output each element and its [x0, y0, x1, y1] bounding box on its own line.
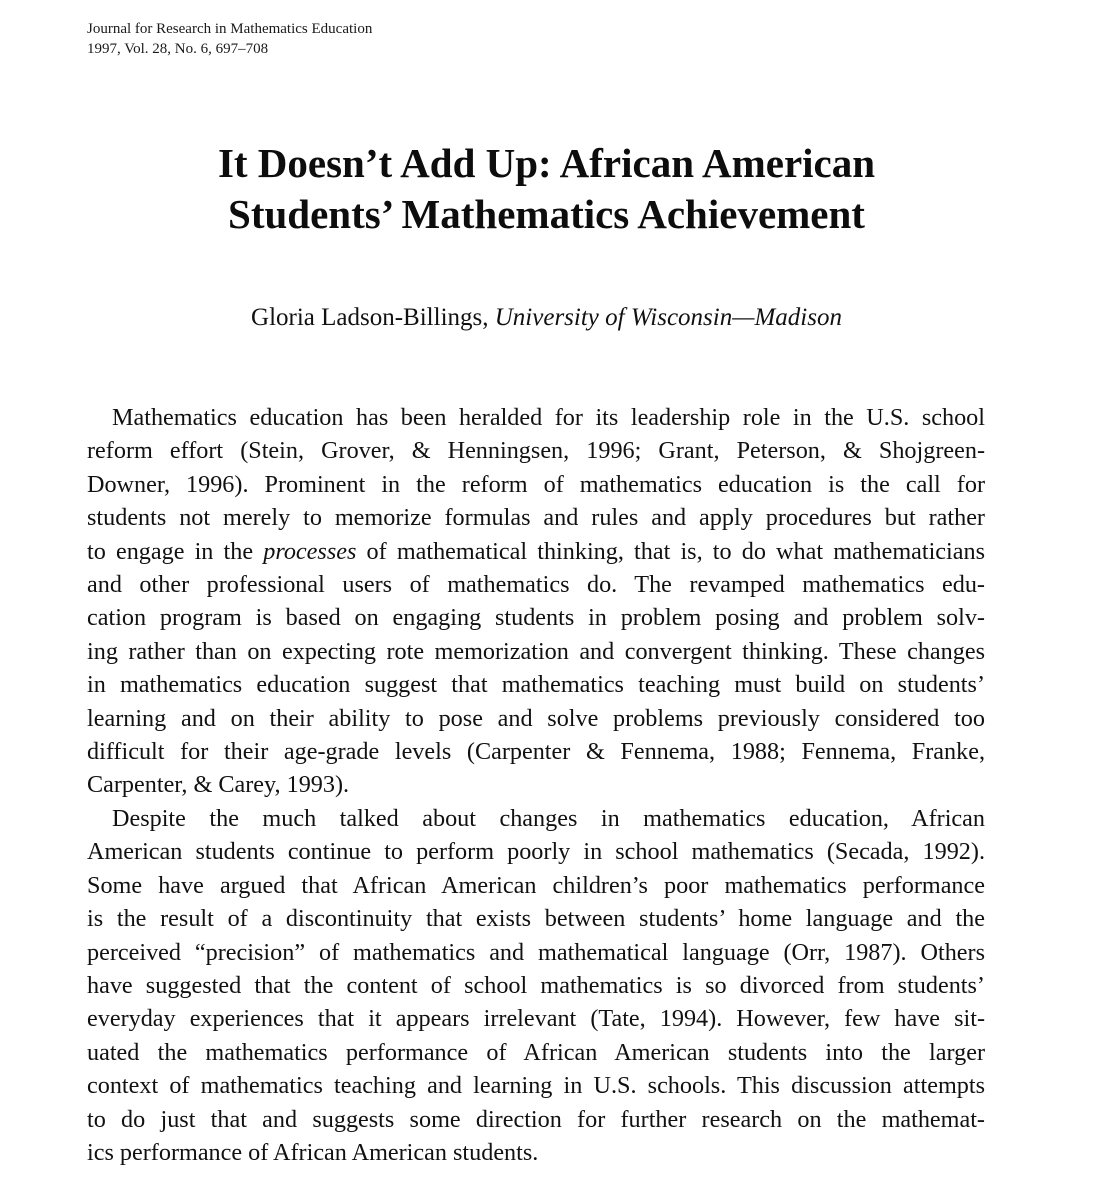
body-line: ing rather than on expecting rote memorization and convergent thinking. These changes — [87, 637, 985, 665]
body-line: Carpenter, & Carey, 1993). — [87, 771, 350, 799]
body-paragraph — [87, 802, 985, 1169]
body-line: to do just that and suggests some direction for further research on the mathemat- — [87, 1105, 985, 1133]
body-line: have suggested that the content of school mathematics is so divorced from students’ — [87, 971, 985, 999]
body-line: in mathematics education suggest that mathematics teaching must build on students’ — [87, 671, 985, 699]
body-line: ics performance of African American students. — [87, 1138, 539, 1166]
article-title — [0, 138, 1093, 240]
article-title-line-1: It Doesn’t Add Up: African American — [217, 140, 876, 186]
citation-info: 1997, Vol. 28, No. 6, 697–708 — [87, 41, 269, 57]
body-line: American students continue to perform poorly in school mathematics (Secada, 1992). — [87, 838, 985, 866]
body-line: to engage in the processes of mathematical thinking, that is, to do what mathematicians — [87, 537, 986, 565]
body-line: context of mathematics teaching and learning in U.S. schools. This discussion attempts — [87, 1072, 985, 1100]
article-body — [87, 401, 985, 1169]
emphasized-text: processes — [263, 537, 357, 565]
journal-name: Journal for Research in Mathematics Education — [87, 21, 373, 37]
body-line: students not merely to memorize formulas and rules and apply procedures but rather — [87, 504, 985, 532]
running-head — [87, 19, 372, 59]
body-line: reform effort (Stein, Grover, & Henningsen, 1996; Grant, Peterson, & Shojgreen- — [87, 437, 985, 465]
body-line: perceived “precision” of mathematics and mathematical language (Orr, 1987). Others — [87, 938, 985, 966]
body-line: Some have argued that African American children’s poor mathematics performance — [87, 871, 985, 899]
body-paragraph — [87, 401, 985, 802]
body-line: Despite the much talked about changes in mathematics education, African — [112, 804, 985, 832]
body-line: is the result of a discontinuity that exists between students’ home language and the — [87, 905, 985, 933]
body-line: Downer, 1996). Prominent in the reform of mathematics education is the call for — [87, 470, 985, 498]
body-line: difficult for their age-grade levels (Carpenter & Fennema, 1988; Fennema, Franke, — [87, 738, 985, 766]
body-line: and other professional users of mathematics do. The revamped mathematics edu- — [87, 571, 985, 599]
body-line: everyday experiences that it appears irrelevant (Tate, 1994). However, few have sit- — [87, 1005, 985, 1033]
article-title-line-2: Students’ Mathematics Achievement — [228, 191, 865, 237]
author-affiliation: University of Wisconsin—Madison — [494, 304, 842, 331]
body-line: learning and on their ability to pose and solve problems previously considered too — [87, 704, 985, 732]
body-line: cation program is based on engaging students in problem posing and problem solv- — [87, 604, 985, 632]
author-line — [0, 302, 1093, 334]
body-line: uated the mathematics performance of African American students into the larger — [87, 1038, 985, 1066]
body-line: Mathematics education has been heralded for its leadership role in the U.S. school — [112, 404, 985, 431]
author-name: Gloria Ladson-Billings, — [251, 304, 489, 331]
